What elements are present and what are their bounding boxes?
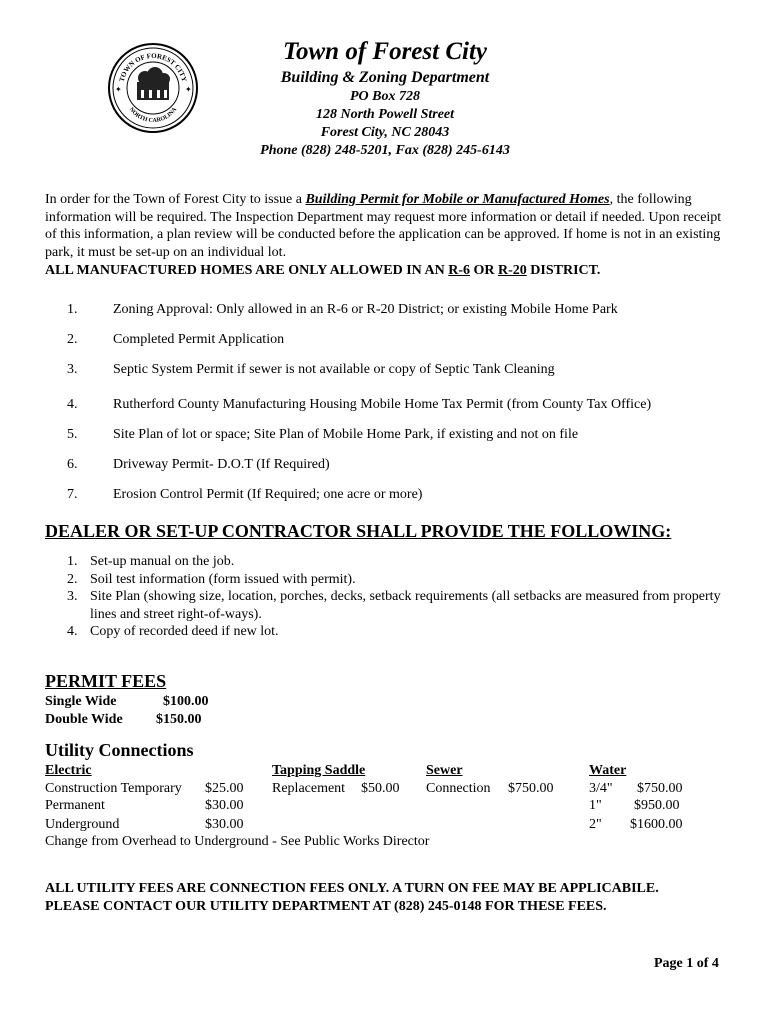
district-restriction: ALL MANUFACTURED HOMES ARE ONLY ALLOWED IN AN R-6 OR R-20 DISTRICT. xyxy=(45,263,601,278)
electric-label: Construction Temporary xyxy=(45,781,182,796)
water-value: $750.00 xyxy=(637,781,683,796)
water-value: $950.00 xyxy=(634,798,680,813)
electric-value: $30.00 xyxy=(205,817,244,832)
electric-note: Change from Overhead to Underground - See Public Works Director xyxy=(45,834,430,849)
electric-value: $25.00 xyxy=(205,781,244,796)
intro-paragraph: In order for the Town of Forest City to issue a Building Permit for Mobile or Manufactured Homes, the following information will be required. The Inspection Department may request more information or detail if needed. Upon receipt of this information, a plan review will be conducted before the application can be approved. If home is not in an existing park, it must be set-up on an individual lot. xyxy=(45,192,722,260)
sewer-label: Connection xyxy=(426,781,491,796)
electric-value: $30.00 xyxy=(205,798,244,813)
dealer-item: 3. Site Plan (showing size, location, porches, decks, setback requirements (all setbacks are measured from property lines and street right-of-ways). xyxy=(67,589,721,622)
double-wide-fee: Double Wide $150.00 xyxy=(45,712,202,727)
address-line: PO Box 728 xyxy=(350,89,420,104)
address-line: 128 North Powell Street xyxy=(315,107,455,122)
electric-label: Underground xyxy=(45,817,120,832)
dealer-item: 2. Soil test information (form issued with permit). xyxy=(67,571,356,587)
tapping-value: $50.00 xyxy=(361,781,400,796)
water-size: 3/4" xyxy=(589,781,613,796)
svg-text:✦: ✦ xyxy=(115,85,122,94)
single-wide-fee: Single Wide $100.00 xyxy=(45,694,209,709)
utility-heading: Utility Connections xyxy=(45,740,194,760)
address-line: Forest City, NC 28043 xyxy=(320,125,450,140)
electric-label: Permanent xyxy=(45,798,105,813)
tapping-saddle-heading: Tapping Saddle xyxy=(272,763,366,778)
electric-heading: Electric xyxy=(45,763,92,778)
seal-top-text: TOWN OF FOREST CITY xyxy=(117,51,189,83)
page-title: Town of Forest City xyxy=(283,38,487,65)
dealer-item: 1. Set-up manual on the job. xyxy=(67,554,235,569)
water-size: 2" xyxy=(589,817,602,832)
sewer-value: $750.00 xyxy=(508,781,554,796)
department-name: Building & Zoning Department xyxy=(280,69,490,86)
permit-name: Building Permit for Mobile or Manufactured Homes xyxy=(305,192,610,207)
tapping-label: Replacement xyxy=(272,781,346,796)
phone-fax-line: Phone (828) 248-5201, Fax (828) 245-6143 xyxy=(260,143,510,158)
seal-bottom-text: NORTH CAROLINA xyxy=(127,106,179,125)
water-heading: Water xyxy=(589,763,627,778)
water-value: $1600.00 xyxy=(630,817,683,832)
dealer-list xyxy=(45,553,725,641)
permit-fees-heading: PERMIT FEES xyxy=(45,671,167,691)
sewer-heading: Sewer xyxy=(426,763,463,778)
water-size: 1" xyxy=(589,798,602,813)
svg-text:✦: ✦ xyxy=(185,85,192,94)
page-number: Page 1 of 4 xyxy=(654,956,719,971)
utility-fee-notice: ALL UTILITY FEES ARE CONNECTION FEES ONLY. A TURN ON FEE MAY BE APPLICABILE. PLEASE CONTACT OUR UTILITY DEPARTMENT AT (828) 245-0148 FOR THESE FEES. xyxy=(45,881,659,914)
dealer-heading: DEALER OR SET-UP CONTRACTOR SHALL PROVIDE THE FOLLOWING: xyxy=(45,521,672,541)
dealer-item: 4. Copy of recorded deed if new lot. xyxy=(67,624,279,639)
